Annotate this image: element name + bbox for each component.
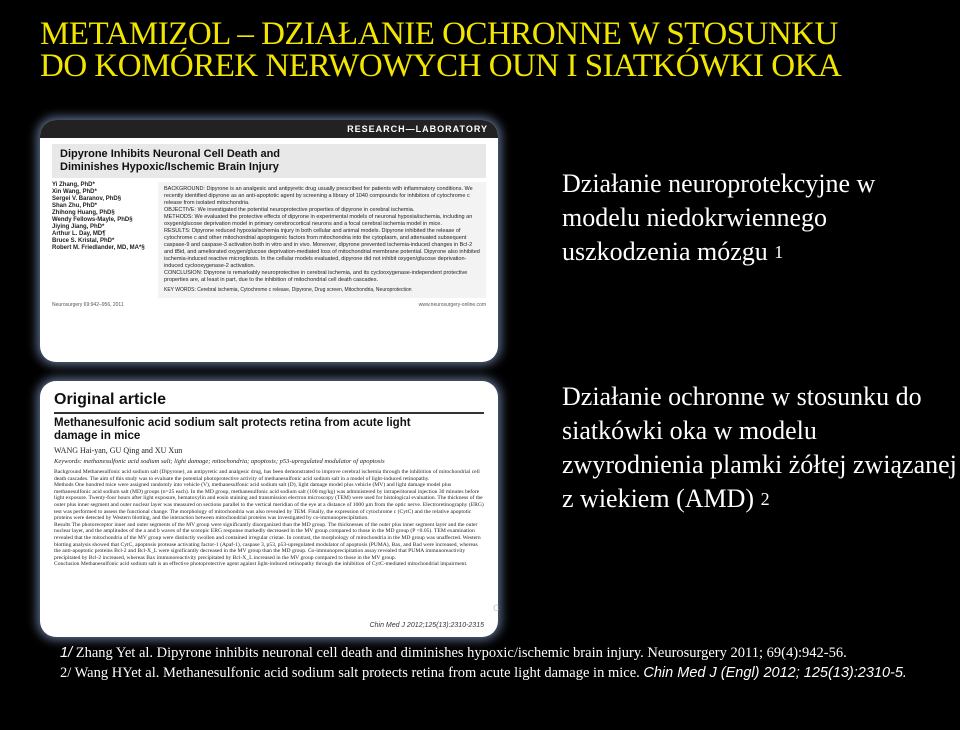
author: Robert M. Friedlander, MD, MA*§ bbox=[52, 245, 145, 251]
author: Shan Zhu, PhD* bbox=[52, 203, 97, 209]
paper-image-chin-med-j bbox=[40, 381, 498, 637]
paper-section-header: RESEARCH—LABORATORY bbox=[40, 120, 498, 138]
abstract-objective: OBJECTIVE: We investigated the potential neuroprotective properties of dipyrone in cerebral ischemia. bbox=[164, 207, 415, 213]
abstract-conclusion: CONCLUSION: Dipyrone is remarkably neuroprotective in cerebral ischemia, and its cyclooxygenase-independent protective properties are, at least in part, due to the inhibition of mitochondrial cell death cascades. bbox=[164, 270, 468, 283]
reference-text: 2/ Wang HYet al. Methanesulfonic acid sodium salt protects retina from acute light damage in mice. bbox=[60, 665, 644, 681]
reference-number: 1/ bbox=[60, 645, 73, 661]
title-line-1: METAMIZOL – DZIAŁANIE OCHRONNE W STOSUNKU bbox=[40, 16, 838, 52]
paper-footer bbox=[52, 302, 486, 308]
description-text: Działanie neuroprotekcyjne w modelu niedokrwiennego uszkodzenia mózgu bbox=[562, 169, 876, 266]
author: Arthur L. Day, MD¶ bbox=[52, 231, 106, 237]
paper-title-line-1: Methanesulfonic acid sodium salt protects retina from acute light bbox=[54, 417, 411, 429]
paper-footer-right: www.neurosurgery-online.com bbox=[418, 302, 486, 308]
description-retina bbox=[562, 380, 960, 516]
reference-marker: 1 bbox=[774, 242, 784, 262]
author: Bruce S. Kristal, PhD* bbox=[52, 238, 115, 244]
references bbox=[60, 643, 950, 683]
author: Wendy Fellows-Mayle, PhD§ bbox=[52, 217, 133, 223]
author: Sergei V. Baranov, PhD§ bbox=[52, 196, 122, 202]
paper-authors bbox=[52, 182, 158, 298]
divider bbox=[54, 412, 484, 414]
abstract-keywords: KEY WORDS: Cerebral ischemia, Cytochrome c release, Dipyrone, Drug screen, Mitochondria, Neuroprotection bbox=[164, 287, 412, 293]
abstract-conclusion: Conclusion Methanesulfonic acid sodium salt is an effective photoprotective agent against light-induced retinopathy through the inhibition of CytC-mediated mitochondrial impairment. bbox=[54, 561, 468, 568]
reference-marker: 2 bbox=[760, 489, 770, 509]
stray-mark: c bbox=[493, 600, 499, 614]
paper-title-line-2: Diminishes Hypoxic/Ischemic Brain Injury bbox=[60, 161, 279, 173]
abstract-background: BACKGROUND: Dipyrone is an analgesic and antipyretic drug usually prescribed for patients with inflammatory conditions. We recently identified dipyrone as an anti-apoptotic agent by screening a library of 1040 compounds for inhibitors of cytochrome c release from isolated mitochondria. bbox=[164, 186, 473, 206]
paper-title-line-1: Dipyrone Inhibits Neuronal Cell Death and bbox=[60, 148, 281, 160]
paper-authors: WANG Hai-yan, GU Qing and XU Xun bbox=[54, 446, 183, 455]
abstract-results: Results The photoreceptor inner and outer segments of the MV group were significantly disorganized than the MD group. The thicknesses of the outer plus inner segment layer and the outer nuclear layer, and the amplitudes of the a and b waves of the scotopic ERG response markedly decreased in the MV group compared to those in the MD group (P <0.05). TEM examination revealed that the mitochondria of the MV group were distinctly swollen and contained irregular cristae. In contrast, the morphology of mitochondria in the MD group was unaffected. Western blotting analysis showed that CytC, apoptosis protease activating factor-1 (Apaf-1), caspase 3, p53, p53-upregulated modulator of apoptosis (PUMA), Bax, and Bad were increased, whereas the anti-apoptotic proteins Bcl-2 and Bcl-X_L were significantly decreased in the MV group than the MD group. Co-immunoprecipitation assay revealed that PUMA immunoreactivity precipitated by Bcl-2 increased, whereas Bax immunoreactivity precipitated by Bcl-X_L increased in the MV group compared to those in the MV group. bbox=[54, 521, 481, 561]
paper-title bbox=[54, 417, 484, 443]
paper-title bbox=[52, 144, 486, 178]
author: Zhihong Huang, PhD§ bbox=[52, 210, 115, 216]
abstract-methods: METHODS: We evaluated the protective effects of dipyrone in experimental models of neuronal hypoxia/ischemia, including an oxygen/glucose deprivation model in primary cerebrocortical neurons and a focal cerebral ischemia model in mice. bbox=[164, 214, 473, 227]
abstract-background: Background Methanesulfonic acid sodium salt (Dipyrone), an antipyretic and analgesic drug, has been demonstrated to improve cerebral ischemia through the inhibition of mitochondrial cell death cascades. The aim of this study was to evaluate the potential photoprotective activity of methanesulfonic acid sodium salt in a model of light-induced retinopathy. bbox=[54, 469, 480, 482]
description-text: Działanie ochronne w stosunku do siatkówki oka w modelu zwyrodnienia plamki żółtej związanej z wiekiem (AMD) bbox=[562, 382, 957, 513]
paper-title-line-2: damage in mice bbox=[54, 430, 141, 442]
slide-title bbox=[40, 18, 940, 82]
author: Yi Zhang, PhD* bbox=[52, 182, 95, 188]
description-neuroprotective bbox=[562, 167, 957, 269]
paper-abstract bbox=[54, 469, 484, 568]
author: Xin Wang, PhD* bbox=[52, 189, 97, 195]
paper-label: Original article bbox=[54, 391, 167, 408]
reference-1 bbox=[60, 643, 950, 663]
paper-citation: Chin Med J 2012;125(13):2310-2315 bbox=[369, 622, 484, 629]
paper-footer-left: Neurosurgery 69:942–956, 2011 bbox=[52, 302, 124, 308]
reference-journal: Chin Med J (Engl) 2012; 125(13):2310-5. bbox=[643, 665, 907, 681]
paper-abstract bbox=[158, 182, 486, 298]
paper-keywords: Keywords: methanesulfonic acid sodium salt; light damage; mitochondria; apoptosis; p53-upregulated modulator of apoptosis bbox=[54, 458, 385, 465]
reference-text: Zhang Yet al. Dipyrone inhibits neuronal cell death and diminishes hypoxic/ischemic brain injury. Neurosurgery 2011; 69(4):942-56. bbox=[72, 645, 847, 661]
reference-2 bbox=[60, 663, 950, 683]
abstract-results: RESULTS: Dipyrone reduced hypoxia/ischemia injury in both cellular and animal models. Dipyrone inhibited the release of cytochrome c and other mitochondrial apoptogenic factors from mitochondria into the cytoplasm, and attenuated subsequent caspase-9 and caspase-3 activation both in vitro and in vivo. Moreover, dipyrone prevented ischemia-induced changes in Bcl-2 and tBid, and ameliorated oxygen/glucose deprivation-mediated loss of mitochondrial membrane potential. Dipyrone also inhibited ischemia-induced reactive microgliosis. In the cellular models evaluated, dipyrone did not inhibit oxygen/glucose deprivation-induced cyclooxygenase-2 activation. bbox=[164, 228, 480, 269]
title-line-2: DO KOMÓREK NERWOWYCH OUN I SIATKÓWKI OKA bbox=[40, 48, 842, 84]
author: Jiying Jiang, PhD* bbox=[52, 224, 105, 230]
abstract-methods: Methods One hundred mice were assigned randomly into vehicle (V), methanesulfonic acid sodium salt (D), light damage model plus vehicle (MV) and light damage model plus methanesulfonic acid sodium salt (MD) groups (n=25 each). In the MD group, methanesulfonic acid sodium salt (100 mg/kg) was administered by intraperitoneal injection 30 minutes before light exposure. Twenty-four hours after light exposure, hematoxylin and eosin staining and transmission electron microscopy (TEM) were used for histological evaluation. The thickness of the outer plus inner segment and outer nuclear layer was measured on sections parallel to the vertical meridian of the eye at a distance of 1000 µm from the optic nerve. Electroretinography (ERG) test was performed to assess the functional change. The morphology of mitochondria was also revealed by TEM. Finally, the expression of cytochrome c (CytC) and the relative apoptotic proteins were detected by Western blotting, and the interaction between mitochondrial proteins was investigated by co-immunoprecipitation. bbox=[54, 482, 484, 522]
paper-image-neurosurgery bbox=[40, 120, 498, 362]
